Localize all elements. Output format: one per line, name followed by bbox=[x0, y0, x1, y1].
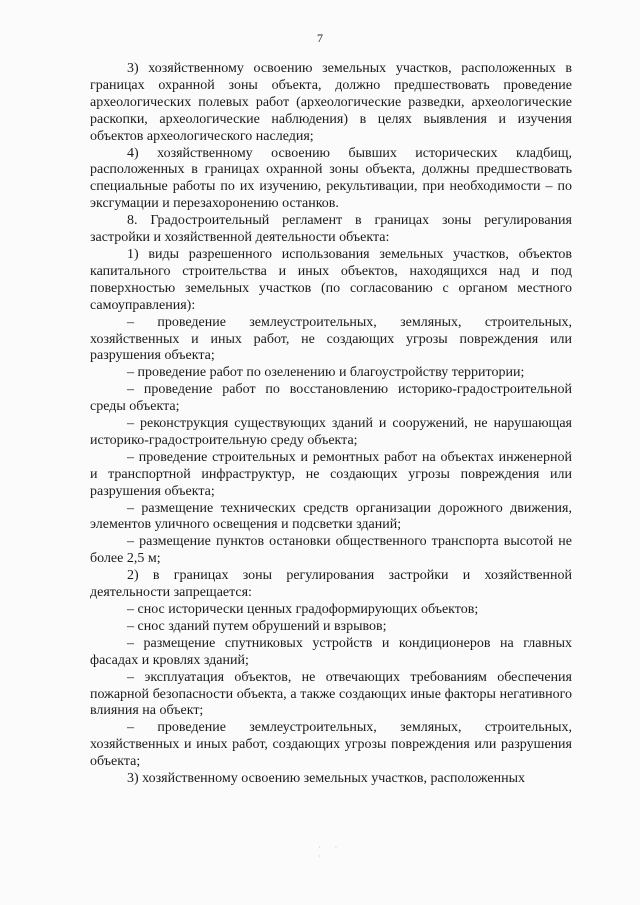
list-item: – снос зданий путем обрушений и взрывов; bbox=[127, 618, 387, 634]
list-item: – эксплуатация объектов, не отвечающих требованиям обеспечения пожарной безопасности объекта, а также создающих иные факторы негативного влияния на объект; bbox=[90, 669, 572, 719]
paragraph: 2) в границах зоны регулирования застройки и хозяйственной деятельности запрещается: bbox=[90, 568, 572, 601]
page-number: 7 bbox=[317, 31, 323, 45]
list-item: – размещение спутниковых устройств и кондиционеров на главных фасадах и кровлях зданий; bbox=[90, 635, 572, 668]
list-item: – снос исторически ценных градоформирующих объектов; bbox=[127, 602, 479, 617]
list-item: – проведение работ по восстановлению историко-градостроительной среды объекта; bbox=[90, 382, 572, 415]
list-item: – размещение пунктов остановки общественного транспорта высотой не более 2,5 м; bbox=[90, 534, 572, 567]
paragraph: 3) хозяйственному освоению земельных участков, расположенных в границах охранной зоны объекта, должно предшествовать проведение археологических полевых работ (археологические разведки, археологические раскопки, археологические наблюдения) в целях выявления и изучения объектов археологического наследия; bbox=[90, 61, 572, 144]
list-item: – проведение землеустроительных, земляных, строительных, хозяйственных и иных работ, создающих угрозы повреждения или разрушения объекта; bbox=[90, 720, 572, 770]
paragraph: 8. Градостроительный регламент в границах зоны регулирования застройки и хозяйственной деятельности объекта: bbox=[90, 213, 572, 246]
paragraph: 1) виды разрешенного использования земельных участков, объектов капитального строительства и иных объектов, находящихся над и под поверхностью земельных участков (по согласованию с органом местного самоуправления): bbox=[90, 246, 572, 313]
scan-smudge: · · · bbox=[318, 843, 344, 861]
list-item: – проведение строительных и ремонтных работ на объектах инженерной и транспортной инфраструктур, не создающих угрозы повреждения или разрушения объекта; bbox=[90, 449, 572, 499]
document-body bbox=[90, 61, 572, 788]
list-item: – проведение работ по озеленению и благоустройству территории; bbox=[127, 365, 525, 381]
list-item: – реконструкция существующих зданий и сооружений, не нарушающая историко-градостроительную среду объекта; bbox=[90, 416, 572, 448]
list-item: – размещение технических средств организации дорожного движения, элементов уличного освещения и подсветки зданий; bbox=[90, 500, 572, 533]
paragraph: 4) хозяйственному освоению бывших исторических кладбищ, расположенных в границах охранной зоны объекта, должны предшествовать специальные работы по их изучению, рекультивации, при необходимости – по эксгумации и перезахоронению останков. bbox=[90, 145, 572, 212]
paragraph: 3) хозяйственному освоению земельных участков, расположенных bbox=[127, 771, 525, 787]
list-item: – проведение землеустроительных, земляных, строительных, хозяйственных и иных работ, не создающих угрозы повреждения или разрушения объекта; bbox=[90, 314, 572, 364]
